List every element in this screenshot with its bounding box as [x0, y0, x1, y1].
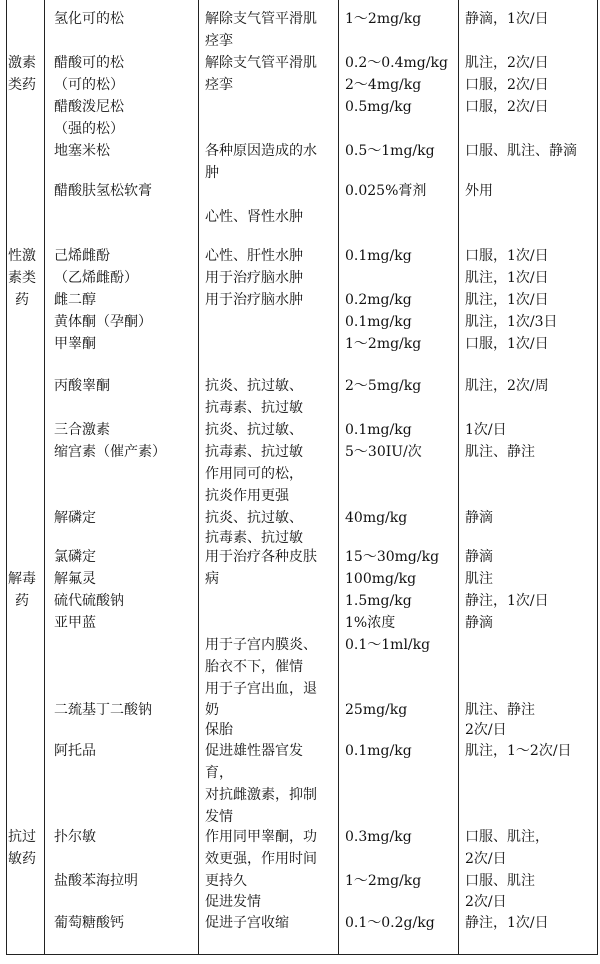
indication: 用于治疗脑水肿 [205, 292, 303, 308]
indication: 作用同可的松， [205, 466, 303, 482]
indication: 作用同甲睾酮，功 [205, 829, 317, 845]
drug-name: 硫代硫酸钠 [54, 593, 124, 609]
usage: 口服，1次/日 [465, 248, 549, 264]
column-divider [198, 0, 199, 955]
drug-name: 盐酸苯海拉明 [54, 873, 138, 889]
indication: 痉挛 [205, 33, 233, 49]
category-label: 性激素类药 [8, 248, 36, 308]
indication: 解除支气管平滑肌 [205, 55, 317, 71]
table-border-bottom [6, 954, 598, 955]
indication: 用于治疗各种皮肤 [205, 549, 317, 565]
usage: 静滴 [465, 549, 493, 565]
dose: 1.5mg/kg [345, 593, 412, 609]
dose: 0.025%膏剂 [345, 183, 427, 199]
drug-name: 二巯基丁二酸钠 [54, 702, 152, 718]
dose: 40mg/kg [345, 510, 408, 526]
indication: 心性、肾性水肿 [205, 209, 303, 225]
usage: 静滴，1次/日 [465, 11, 549, 27]
category-label: 抗过敏药 [8, 829, 36, 867]
dose: 0.2～0.4mg/kg [345, 55, 448, 71]
usage: 肌注，2次/日 [465, 55, 549, 71]
drug-name: 亚甲蓝 [54, 615, 96, 631]
drug-name: 解磷定 [54, 510, 96, 526]
indication: 抗炎作用更强 [205, 488, 289, 504]
dose: 25mg/kg [345, 702, 408, 718]
dose: 0.1mg/kg [345, 422, 412, 438]
drug-name: 阿托品 [54, 743, 96, 759]
dose: 0.2mg/kg [345, 292, 412, 308]
indication: 抗毒素、抗过敏 [205, 444, 303, 460]
indication: 促进雄性器官发 [205, 743, 303, 759]
indication: 保胎 [205, 722, 233, 738]
usage: 口服、肌注， [465, 829, 549, 845]
drug-name: 黄体酮（孕酮） [54, 314, 152, 330]
indication: 用于治疗脑水肿 [205, 270, 303, 286]
category-label: 激素类药 [8, 55, 36, 93]
indication: 育， [205, 765, 233, 781]
drug-name: 扑尔敏 [54, 829, 96, 845]
drug-name: 氢化可的松 [54, 11, 124, 27]
indication: 痉挛 [205, 77, 233, 93]
drug-name: 醋酸可的松 [54, 55, 124, 71]
usage: 2次/日 [465, 851, 507, 867]
indication: 促进发情 [205, 894, 261, 910]
usage: 2次/日 [465, 722, 507, 738]
usage: 静注，1次/日 [465, 593, 549, 609]
indication: 病 [205, 571, 219, 587]
drug-name: 醋酸肤氢松软膏 [54, 183, 152, 199]
indication: 用于子宫出血，退 [205, 681, 317, 697]
indication: 胎衣不下，催情 [205, 659, 303, 675]
dose: 5～30IU/次 [345, 444, 422, 460]
drug-name: 氯磷定 [54, 549, 96, 565]
usage: 口服，2次/日 [465, 99, 549, 115]
usage: 静滴 [465, 615, 493, 631]
usage: 肌注，1次/日 [465, 292, 549, 308]
indication: 更持久 [205, 873, 247, 889]
dose: 0.1～0.2g/kg [345, 915, 435, 931]
drug-name: 雌二醇 [54, 292, 96, 308]
indication: 肿 [205, 165, 219, 181]
indication: 解除支气管平滑肌 [205, 11, 317, 27]
usage: 口服，1次/日 [465, 336, 549, 352]
usage: 肌注，1次/3日 [465, 314, 558, 330]
dose: 2～4mg/kg [345, 77, 422, 93]
table-border-left [6, 0, 7, 955]
indication: 抗炎、抗过敏、 [205, 378, 303, 394]
dose: 0.3mg/kg [345, 829, 412, 845]
drug-name: 葡萄糖酸钙 [54, 915, 124, 931]
drug-name: （乙烯雌酚） [54, 270, 138, 286]
dose: 0.1mg/kg [345, 248, 412, 264]
indication: 心性、肝性水肿 [205, 248, 303, 264]
usage: 肌注，2次/周 [465, 378, 549, 394]
indication: 抗毒素、抗过敏 [205, 400, 303, 416]
indication: 奶 [205, 702, 219, 718]
usage: 2次/日 [465, 894, 507, 910]
indication: 抗毒素、抗过敏 [205, 530, 303, 546]
usage: 外用 [465, 183, 493, 199]
dose: 1%浓度 [345, 615, 396, 631]
indication: 各种原因造成的水 [205, 143, 317, 159]
dose: 0.1mg/kg [345, 314, 412, 330]
indication: 促进子宫收缩 [205, 915, 289, 931]
usage: 口服、肌注 [465, 873, 535, 889]
dose: 0.5mg/kg [345, 99, 412, 115]
column-divider [338, 0, 339, 955]
dose: 0.1mg/kg [345, 743, 412, 759]
usage: 肌注 [465, 571, 493, 587]
usage: 静滴 [465, 510, 493, 526]
drug-name: 醋酸泼尼松 [54, 99, 124, 115]
table-border-right [597, 0, 598, 955]
dose: 0.1～1ml/kg [345, 637, 431, 653]
drug-name: 三合激素 [54, 422, 110, 438]
indication: 抗炎、抗过敏、 [205, 422, 303, 438]
drug-name: 甲睾酮 [54, 336, 96, 352]
indication: 发情 [205, 809, 233, 825]
indication: 效更强，作用时间 [205, 851, 317, 867]
drug-name: 丙酸睾酮 [54, 378, 110, 394]
usage: 肌注、静注 [465, 702, 535, 718]
column-divider [44, 0, 45, 955]
drug-name: 解氟灵 [54, 571, 96, 587]
drug-name: 地塞米松 [54, 143, 110, 159]
dose: 1～2mg/kg [345, 873, 422, 889]
dose: 100mg/kg [345, 571, 417, 587]
category-label: 解毒药 [8, 571, 36, 609]
dose: 1～2mg/kg [345, 336, 422, 352]
dose: 0.5～1mg/kg [345, 143, 435, 159]
drug-name: （可的松） [54, 77, 124, 93]
indication: 用于子宫内膜炎、 [205, 637, 317, 653]
indication: 抗炎、抗过敏、 [205, 510, 303, 526]
usage: 1次/日 [465, 422, 507, 438]
dose: 2～5mg/kg [345, 378, 422, 394]
drug-name: 己烯雌酚 [54, 248, 110, 264]
usage: 肌注、静注 [465, 444, 535, 460]
dose: 1～2mg/kg [345, 11, 422, 27]
indication: 对抗雌激素，抑制 [205, 787, 317, 803]
dose: 15～30mg/kg [345, 549, 440, 565]
usage: 口服、肌注、静滴 [465, 143, 577, 159]
drug-name: 缩宫素（催产素） [54, 444, 166, 460]
usage: 肌注，1次/日 [465, 270, 549, 286]
usage: 口服，2次/日 [465, 77, 549, 93]
column-divider [458, 0, 459, 955]
usage: 静注，1次/日 [465, 915, 549, 931]
drug-name: （强的松） [54, 121, 124, 137]
usage: 肌注，1～2次/日 [465, 743, 572, 759]
